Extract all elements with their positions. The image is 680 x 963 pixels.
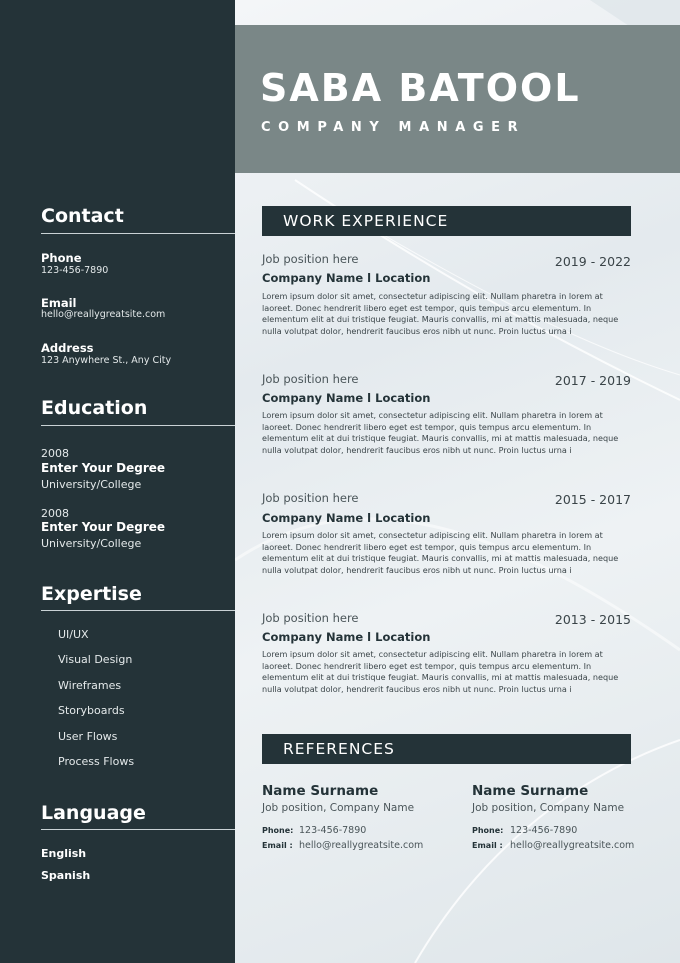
address-value: 123 Anywhere St., Any City — [41, 355, 172, 366]
job-company: Company Name l Location — [262, 630, 431, 644]
reference-position: Job position, Company Name — [262, 802, 415, 814]
reference-email: hello@reallygreatsite.com — [510, 840, 635, 851]
job-years: 2013 - 2015 — [554, 612, 631, 627]
education-school: University/College — [41, 478, 142, 491]
job-position: Job position here — [262, 252, 359, 266]
job-years: 2019 - 2022 — [554, 254, 631, 269]
job-description: Lorem ipsum dolor sit amet, consectetur adipiscing elit. Nullam pharetra in lorem at laoreet. Donec hendrerit libero eget est tempor, quis tempus arcu elementum. In elementum elit at dui tristique feugiat. Mauris convallis, mi at mattis malesuada, neque nulla volutpat dolor, hendrerit faucibus eros nibh ut nunc. Proin luctus urna i — [262, 530, 619, 575]
work-experience-heading: WORK EXPERIENCE — [283, 212, 449, 230]
job-company: Company Name l Location — [262, 391, 431, 405]
skill-item: Wireframes — [58, 679, 122, 692]
job-years: 2015 - 2017 — [554, 492, 631, 507]
job-description: Lorem ipsum dolor sit amet, consectetur adipiscing elit. Nullam pharetra in lorem at laoreet. Donec hendrerit libero eget est tempor, quis tempus arcu elementum. In elementum elit at dui tristique feugiat. Mauris convallis, mi at mattis malesuada, neque nulla volutpat dolor, hendrerit faucibus eros nibh ut nunc. Proin luctus urna i — [262, 291, 619, 336]
language-item: Spanish — [41, 869, 91, 882]
job-position: Job position here — [262, 372, 359, 386]
job-position: Job position here — [262, 611, 359, 625]
reference-name: Name Surname — [262, 783, 379, 799]
job-position: Job position here — [262, 491, 359, 505]
language-item: English — [41, 847, 87, 860]
language-divider — [41, 829, 235, 830]
job-years: 2017 - 2019 — [554, 373, 631, 388]
education-year: 2008 — [41, 447, 69, 460]
work-experience-bar — [262, 206, 631, 236]
job-company: Company Name l Location — [262, 271, 431, 285]
job-company: Company Name l Location — [262, 511, 431, 525]
phone-label: Phone — [41, 251, 82, 265]
reference-phone: 123-456-7890 — [510, 825, 578, 836]
skill-item: Visual Design — [58, 653, 133, 666]
skill-item: User Flows — [58, 730, 118, 743]
reference-position: Job position, Company Name — [472, 802, 625, 814]
education-degree: Enter Your Degree — [41, 520, 166, 534]
reference-email: hello@reallygreatsite.com — [299, 840, 424, 851]
reference-phone-label: Phone: — [262, 826, 294, 835]
education-degree: Enter Your Degree — [41, 461, 166, 475]
education-school: University/College — [41, 537, 142, 550]
education-divider — [41, 425, 235, 426]
skill-item: Storyboards — [58, 704, 125, 717]
reference-phone: 123-456-7890 — [299, 825, 367, 836]
candidate-name: SABA BATOOL — [260, 66, 581, 110]
references-bar — [262, 734, 631, 764]
sidebar — [0, 0, 235, 963]
contact-heading: Contact — [41, 205, 124, 227]
expertise-heading: Expertise — [41, 583, 142, 605]
skill-item: Process Flows — [58, 755, 135, 768]
candidate-title: COMPANY MANAGER — [261, 120, 526, 135]
phone-value: 123-456-7890 — [41, 265, 109, 276]
email-label: Email — [41, 296, 77, 310]
reference-email-label: Email : — [262, 841, 293, 850]
reference-phone-label: Phone: — [472, 826, 504, 835]
job-description: Lorem ipsum dolor sit amet, consectetur adipiscing elit. Nullam pharetra in lorem at laoreet. Donec hendrerit libero eget est tempor, quis tempus arcu elementum. In elementum elit at dui tristique feugiat. Mauris convallis, mi at mattis malesuada, neque nulla volutpat dolor, hendrerit faucibus eros nibh ut nunc. Proin luctus urna i — [262, 649, 619, 694]
contact-divider — [41, 233, 235, 234]
skill-item: UI/UX — [58, 628, 89, 641]
job-description: Lorem ipsum dolor sit amet, consectetur adipiscing elit. Nullam pharetra in lorem at laoreet. Donec hendrerit libero eget est tempor, quis tempus arcu elementum. In elementum elit at dui tristique feugiat. Mauris convallis, mi at mattis malesuada, neque nulla volutpat dolor, hendrerit faucibus eros nibh ut nunc. Proin luctus urna i — [262, 410, 619, 455]
email-value: hello@reallygreatsite.com — [41, 309, 166, 320]
education-year: 2008 — [41, 507, 69, 520]
reference-email-label: Email : — [472, 841, 503, 850]
expertise-divider — [41, 610, 235, 611]
reference-name: Name Surname — [472, 783, 589, 799]
language-heading: Language — [41, 802, 146, 824]
address-label: Address — [41, 341, 94, 355]
education-heading: Education — [41, 397, 148, 419]
references-heading: REFERENCES — [283, 740, 395, 758]
